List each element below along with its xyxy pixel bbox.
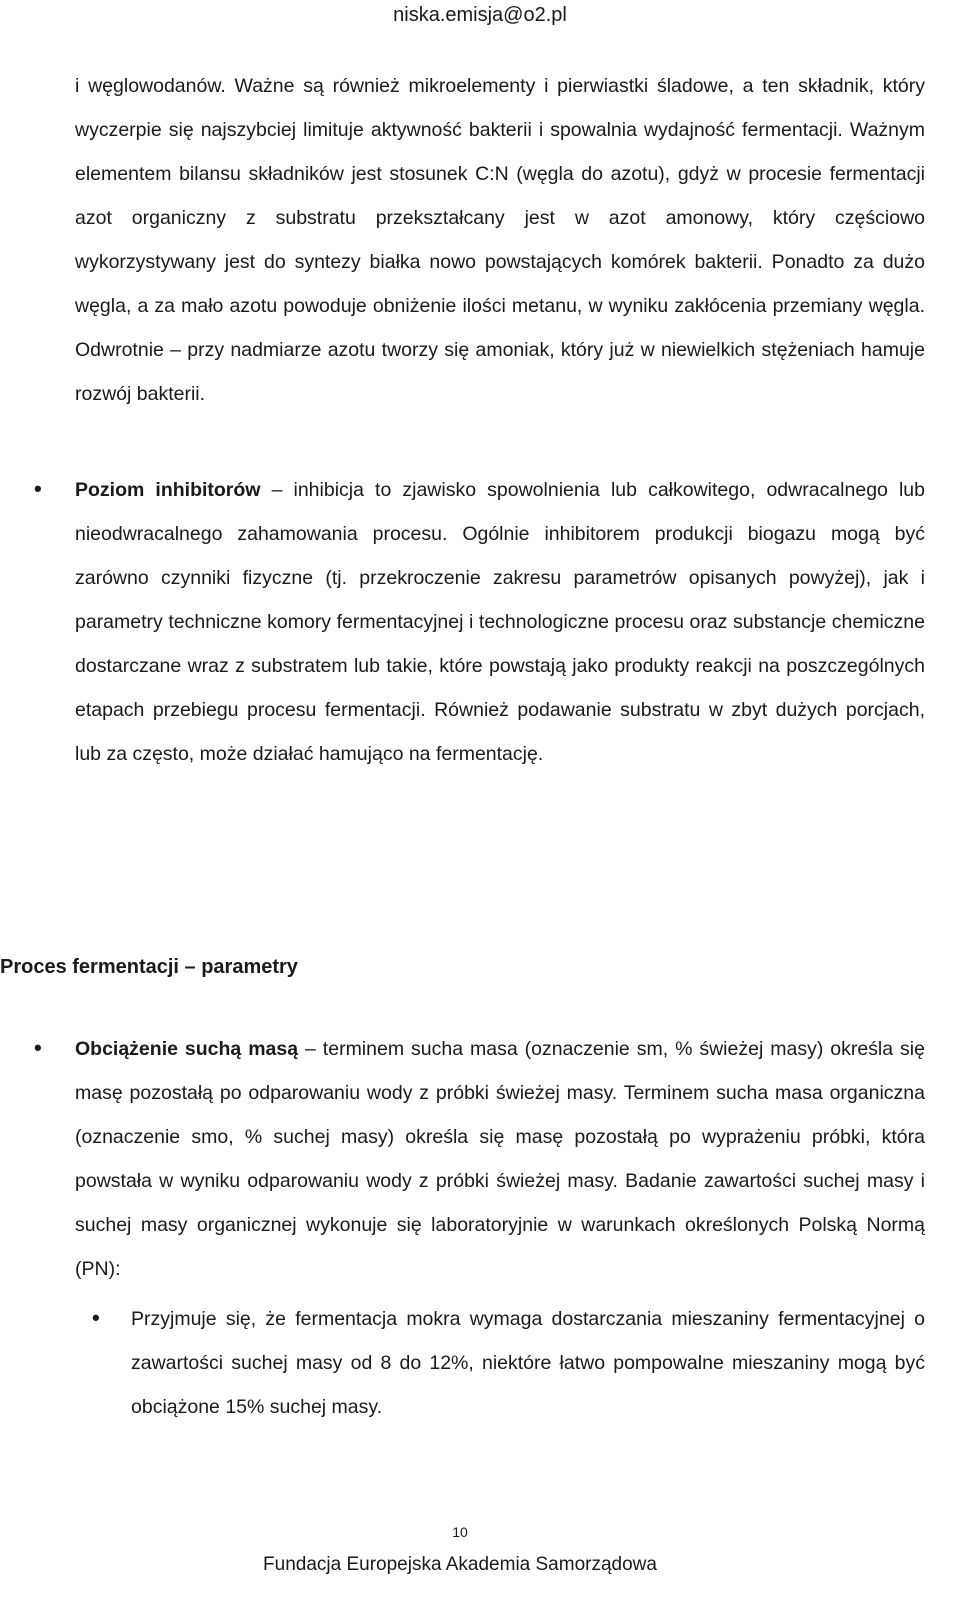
bullet-dry-mass	[75, 1027, 925, 1291]
sub-bullet-text: Przyjmuje się, że fermentacja mokra wymaga dostarczania mieszaniny fermentacyjnej o zawartości suchej masy od 8 do 12%, niektóre łatwo pompowalne mieszaniny mogą być obciążone 15% suchej masy.	[131, 1308, 925, 1418]
footer-organization: Fundacja Europejska Akademia Samorządowa	[263, 1554, 657, 1575]
sub-bullet-marker: •	[92, 1305, 100, 1330]
bullet-inhibitors	[75, 468, 925, 776]
bullet-marker: •	[34, 1035, 42, 1060]
intro-paragraph: i węglowodanów. Ważne są również mikroelementy i pierwiastki śladowe, a ten składnik, który wyczerpie się najszybciej limituje aktywność bakterii i spowalnia wydajność fermentacji. Ważnym elementem bilansu składników jest stosunek C:N (węgla do azotu), gdyż w procesie fermentacji azot organiczny z substratu przekształcany jest w azot amonowy, który częściowo wykorzystywany jest do syntezy białka nowo powstających komórek bakterii. Ponadto za dużo węgla, a za mało azotu powoduje obniżenie ilości metanu, w wyniku zakłócenia przemiany węgla. Odwrotnie – przy nadmiarze azotu tworzy się amoniak, który już w niewielkich stężeniach hamuje rozwój bakterii.	[75, 75, 925, 405]
section-heading: Proces fermentacji – parametry	[0, 956, 298, 978]
header-email: niska.emisja@o2.pl	[393, 4, 567, 26]
bullet-dry-mass-term: Obciążenie suchą masą	[75, 1038, 299, 1060]
bullet-inhibitors-text: – inhibicja to zjawisko spowolnienia lub całkowitego, odwracalnego lub nieodwracalnego zahamowania procesu. Ogólnie inhibitorem produkcji biogazu mogą być zarówno czynniki fizyczne (tj. przekroczenie zakresu parametrów opisanych powyżej), jak i parametry techniczne komory fermentacyjnej i technologiczne procesu oraz substancje chemiczne dostarczane wraz z substratem lub takie, które powstają jako produkty reakcji na poszczególnych etapach przebiegu procesu fermentacji. Również podawanie substratu w zbyt dużych porcjach, lub za często, może działać hamująco na fermentację.	[75, 479, 925, 765]
page-number: 10	[452, 1524, 468, 1540]
bullet-inhibitors-term: Poziom inhibitorów	[75, 479, 261, 501]
bullet-dry-mass-text: – terminem sucha masa (oznaczenie sm, % świeżej masy) określa się masę pozostałą po odparowaniu wody z próbki świeżej masy. Terminem sucha masa organiczna (oznaczenie smo, % suchej masy) określa się masę pozostałą po wyprażeniu próbki, która powstała w wyniku odparowaniu wody z próbki świeżej masy. Badanie zawartości suchej masy i suchej masy organicznej wykonuje się laboratoryjnie w warunkach określonych Polską Normą (PN):	[75, 1038, 925, 1280]
bullet-marker: •	[34, 476, 42, 501]
